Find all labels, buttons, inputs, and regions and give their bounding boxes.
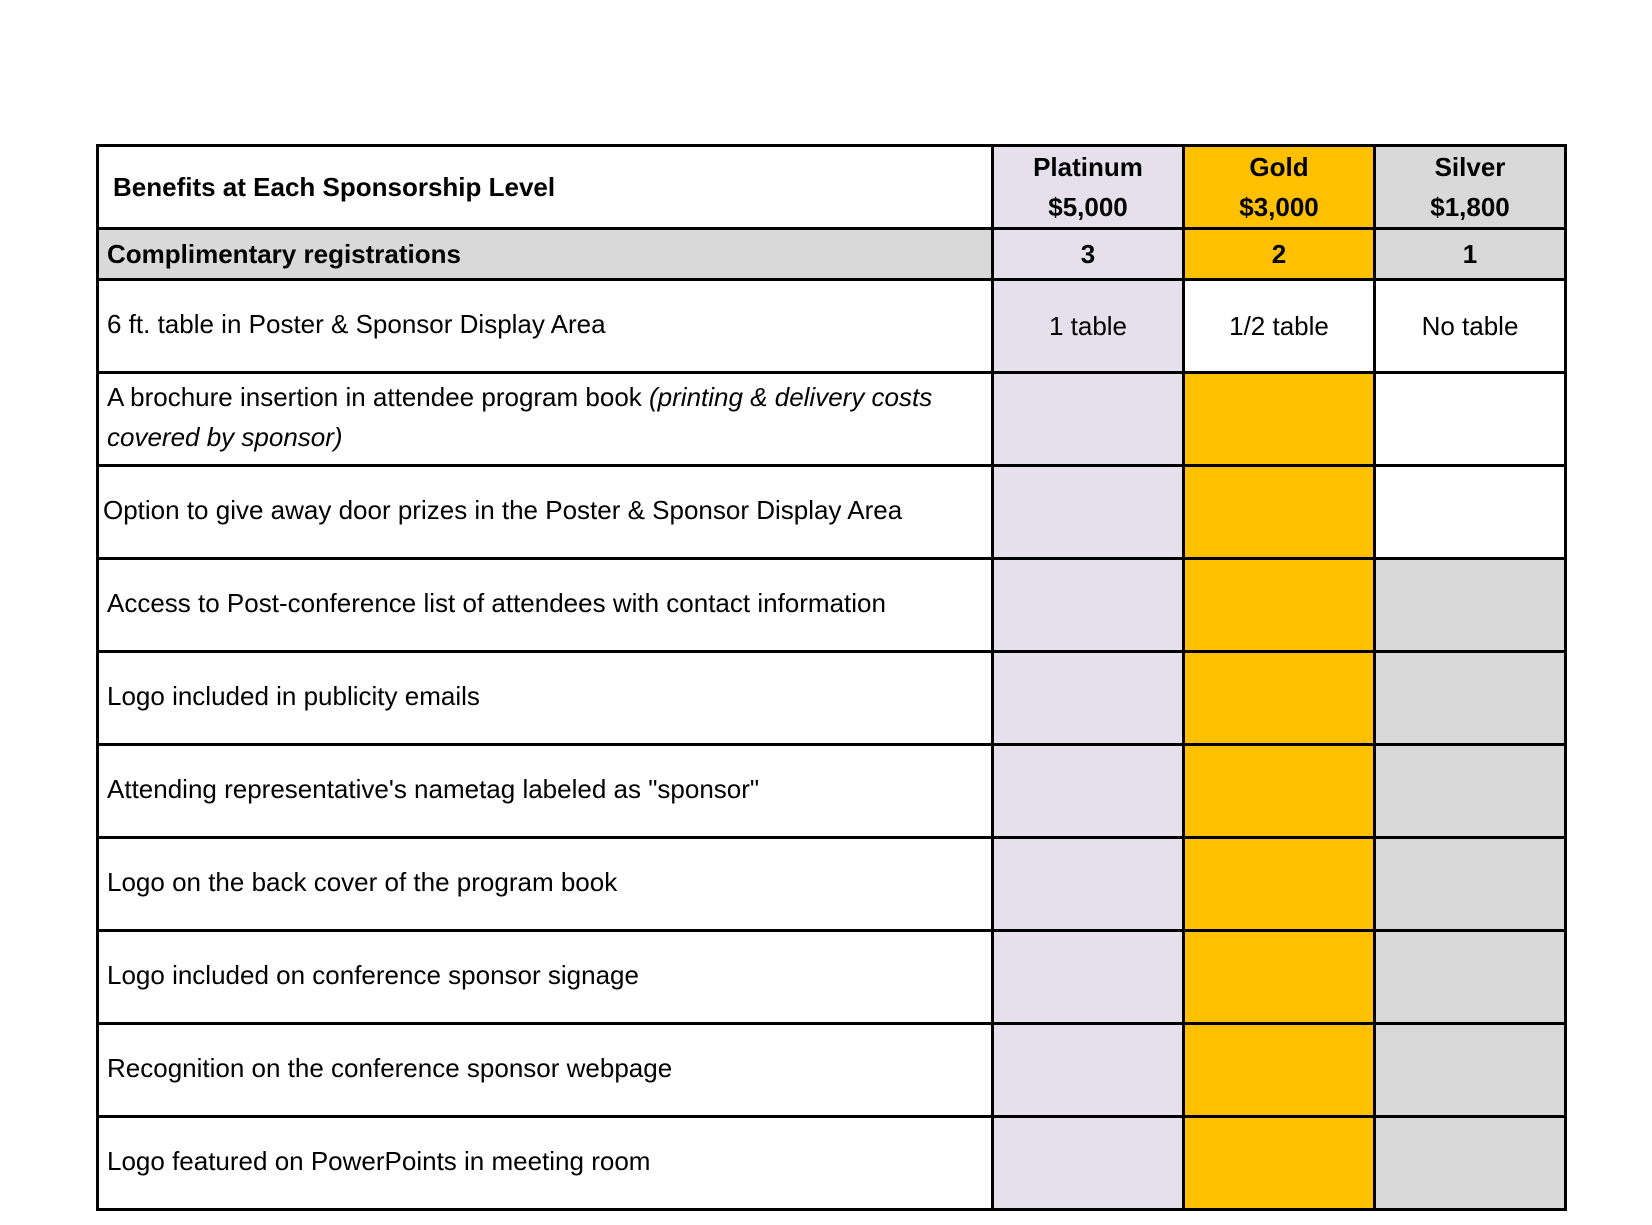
- benefit-label: Recognition on the conference sponsor webpage: [98, 1024, 993, 1117]
- gold-cell: [1184, 466, 1375, 559]
- benefit-label: Logo included in publicity emails: [98, 652, 993, 745]
- benefit-label: [98, 373, 993, 466]
- gold-value: 1/2 table: [1184, 280, 1375, 373]
- display-table-row: [98, 280, 1566, 373]
- silver-value: No table: [1375, 280, 1566, 373]
- sponsorship-benefits-table: [96, 144, 1567, 1211]
- platinum-cell: [993, 1117, 1184, 1210]
- platinum-cell: [993, 1024, 1184, 1117]
- brochure-row: [98, 373, 1566, 466]
- gold-cell: [1184, 745, 1375, 838]
- table-row: [98, 931, 1566, 1024]
- benefit-label: Logo featured on PowerPoints in meeting room: [98, 1117, 993, 1210]
- platinum-cell: [993, 559, 1184, 652]
- silver-cell: [1375, 745, 1566, 838]
- table-row: [98, 1024, 1566, 1117]
- table-row: [98, 559, 1566, 652]
- platinum-cell: [993, 652, 1184, 745]
- complimentary-registrations-row: [98, 229, 1566, 280]
- gold-cell: [1184, 838, 1375, 931]
- gold-cell: [1184, 1024, 1375, 1117]
- table-row: [98, 652, 1566, 745]
- level-name: Gold: [1249, 152, 1309, 182]
- table-title: Benefits at Each Sponsorship Level: [98, 146, 993, 229]
- platinum-cell: [993, 931, 1184, 1024]
- benefit-label: Complimentary registrations: [98, 229, 993, 280]
- platinum-cell: [993, 838, 1184, 931]
- benefit-label: Access to Post-conference list of attendees with contact information: [98, 559, 993, 652]
- benefit-label: Logo on the back cover of the program book: [98, 838, 993, 931]
- gold-value: 2: [1184, 229, 1375, 280]
- benefit-label: 6 ft. table in Poster & Sponsor Display Area: [98, 280, 993, 373]
- table-row: [98, 745, 1566, 838]
- silver-cell: [1375, 652, 1566, 745]
- table-row: [98, 838, 1566, 931]
- silver-cell: [1375, 1117, 1566, 1210]
- silver-cell: [1375, 838, 1566, 931]
- benefit-label: Option to give away door prizes in the Poster & Sponsor Display Area: [98, 466, 993, 559]
- level-name: Platinum: [1033, 152, 1143, 182]
- brochure-label: A brochure insertion in attendee program book: [107, 382, 650, 412]
- silver-cell: [1375, 1024, 1566, 1117]
- level-name: Silver: [1434, 152, 1506, 182]
- silver-cell: [1375, 466, 1566, 559]
- level-silver-header: [1375, 146, 1566, 229]
- header-row: [98, 146, 1566, 229]
- platinum-value: 1 table: [993, 280, 1184, 373]
- gold-cell: [1184, 559, 1375, 652]
- level-price: $3,000: [1239, 192, 1319, 222]
- platinum-cell: [993, 745, 1184, 838]
- platinum-cell: [993, 466, 1184, 559]
- gold-cell: [1184, 652, 1375, 745]
- platinum-value: 3: [993, 229, 1184, 280]
- level-price: $1,800: [1430, 192, 1510, 222]
- gold-cell: [1184, 1117, 1375, 1210]
- platinum-cell: [993, 373, 1184, 466]
- benefit-label: Attending representative's nametag labeled as "sponsor": [98, 745, 993, 838]
- brochure-note: (printing & delivery costs covered by sponsor): [107, 382, 933, 452]
- gold-cell: [1184, 373, 1375, 466]
- gold-cell: [1184, 931, 1375, 1024]
- level-gold-header: [1184, 146, 1375, 229]
- silver-cell: [1375, 931, 1566, 1024]
- silver-value: 1: [1375, 229, 1566, 280]
- silver-cell: [1375, 559, 1566, 652]
- table-row: [98, 466, 1566, 559]
- table-row: [98, 1117, 1566, 1210]
- level-platinum-header: [993, 146, 1184, 229]
- level-price: $5,000: [1048, 192, 1128, 222]
- silver-cell: [1375, 373, 1566, 466]
- benefit-label: Logo included on conference sponsor signage: [98, 931, 993, 1024]
